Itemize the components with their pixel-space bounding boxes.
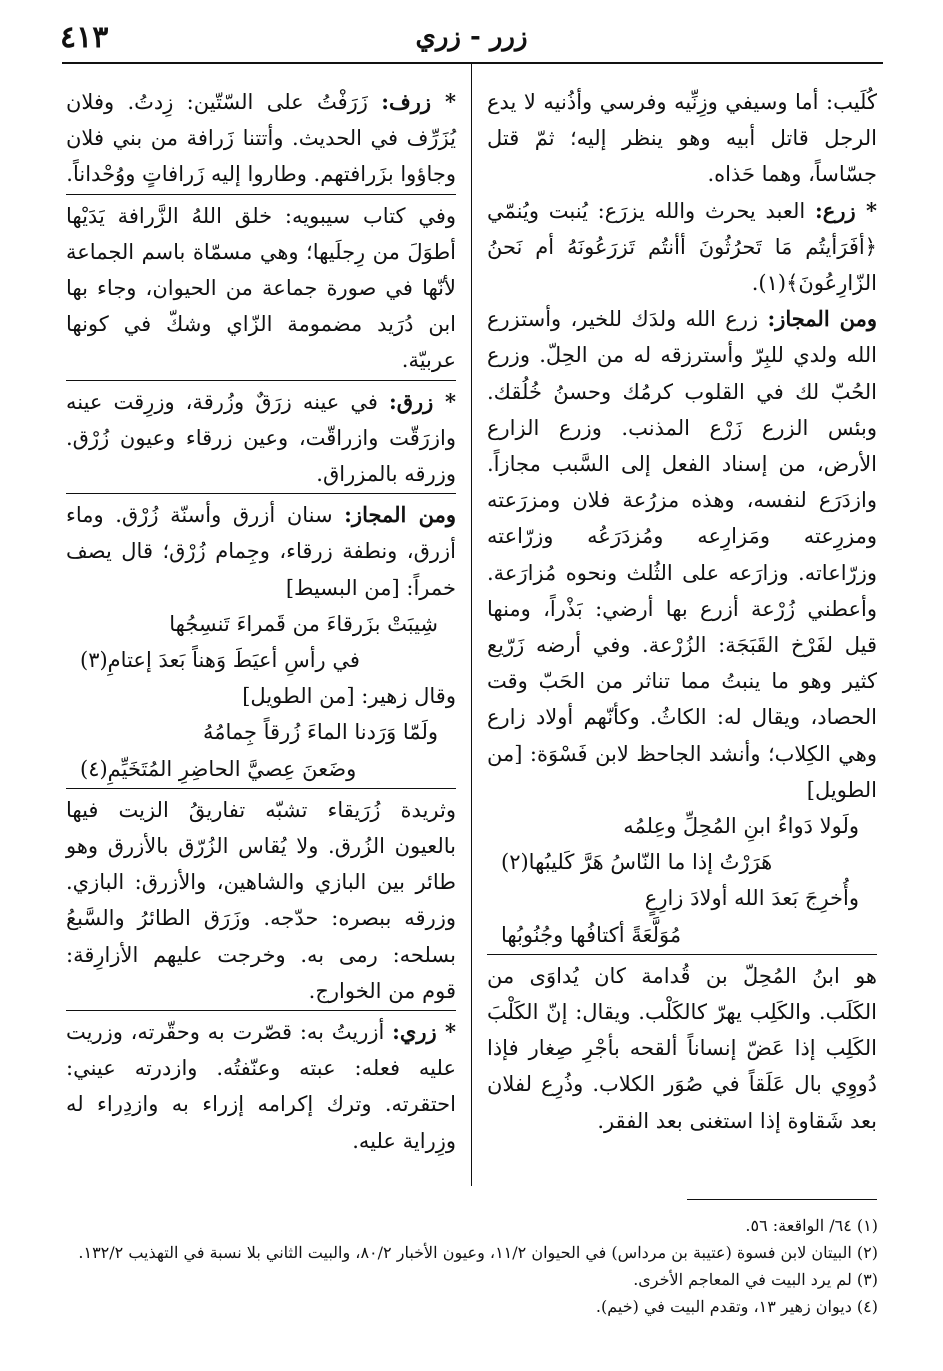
entry-zaraq xyxy=(66,384,456,493)
entry-continuation: كُلَيب: أما وسيفي وزِنِّيه وفرسي وأذُنيه لا يدع الرجل قاتل أبيه وهو ينظر إليه؛ ثمّ قتل جسّاساً، وهما حَذاه. xyxy=(487,90,877,187)
entry-zari xyxy=(66,1014,456,1159)
footnote-rule xyxy=(687,1199,877,1200)
running-head: زرر - زري xyxy=(415,22,528,52)
footnote: (٤) ديوان زهير ١٣، وتقدم البيت في (خيم). xyxy=(595,1297,878,1316)
entry-continuation-2: هو ابنُ المُحِلّ بن قُدامة كان يُداوَى من الكَلَب. والكَلِب يهرّ كالكَلْب. ويقال: إنّ الكَلْبَ الكَلِب إذا عَضّ إنساناً ألقحه بأجْرِ صِغار فإذا دُووِي بال عَلَقاً في صُوَر الكلاب. وذُرِع لفلان بعد شَقاوة إذا استغنى بعد الفقر. xyxy=(487,963,877,1133)
majaz-label: ومن المجاز: xyxy=(344,502,456,528)
footnote: (١) ٦٤/ الواقعة: ٥٦. xyxy=(745,1216,878,1235)
headword-zaraq: * زرق: xyxy=(388,388,456,414)
verse-line: وضَعنَ عِصيَّ الحاضِرِ المُتَخَيِّمِ(٤) xyxy=(80,756,357,781)
footnotes xyxy=(62,1212,878,1320)
section-rule xyxy=(66,493,456,494)
entry-zuraiqa: وثريدة زُرَيقاء تشبّه تفاريقُ الزيت فيها بالعيون الزُرق. ولا يُقاس الزُرّق بالأزرق وهو طائر بين البازي والشاهين، والأزرق: البازي. وزرقه ببصره: حدّجه. وزَرَق الطائرُ والسَّبعُ بسلحه: رمى به. وخرجت عليهم الأزارِقة: قوم من الخوارج. xyxy=(66,797,456,1003)
entry-zaraq-body: في عينه زرَقٌ وزُرقة، وزرِقت عينه وازرَقّت وازراقّت، وعين زرقاء وعيون زُرْق. وزرقه بالمزراق. xyxy=(66,389,456,487)
entry-sibawayh: وفي كتاب سيبويه: خلق اللهُ الزَّرافة يَدَيْها أطوَلَ من رِجلَيها؛ وهي مسمّاة باسم الجماعة لأنّها في صورة جماعة من الحيوان، وجاء بها ابن دُرَيد مضمومة الزّاي وشكّ في كونها عربيّة. xyxy=(66,203,456,373)
verse-line: وأُخرِجَ بَعدَ الله أولادَ زارِعٍ xyxy=(644,886,859,911)
page-header xyxy=(60,18,883,62)
footnote: (٢) البيتان لابن فسوة (عتيبة بن مرداس) في الحيوان ١١/٢، وعيون الأخبار ٨٠/٢، والبيت الثاني بلا نسبة في التهذيب ١٣٢/٢. xyxy=(78,1243,878,1262)
section-rule xyxy=(66,194,456,195)
entry-zaraq-majaz xyxy=(66,497,456,606)
entry-zaraq-majaz-body: سنان أزرق وأسنّة زُرْق. وماء أزرق، ونطفة زرقاء، وجِمام زُرْق؛ قال يصف خمراً: [من البسيط] xyxy=(66,503,456,600)
entry-zarea-majaz xyxy=(487,301,877,808)
right-column xyxy=(487,84,877,1139)
page-number: ٤١٣ xyxy=(60,20,109,55)
zuhair-intro: وقال زهير: [من الطويل] xyxy=(242,684,456,709)
section-rule xyxy=(66,788,456,789)
verse-line: ولَمّا وَرَدنا الماءَ زُرقاً جِمامُهُ xyxy=(202,720,438,745)
verse-line: شِيبَتْ بزَرقاءَ من قَمراءَ تَنسِجُها xyxy=(169,611,438,636)
section-rule xyxy=(66,1010,456,1011)
entry-zarea-body: العبد يحرث والله يزرَع: يُنبت ويُنمّي ﴿أفَرَأيتُم مَا تَحرُثُونَ أأنتُم تَزرَعُونَهُ أم نَحنُ الزّارِعُونَ﴾(١). xyxy=(487,198,877,296)
headword-zarea: * زرع: xyxy=(815,197,877,223)
headword-zari: * زري: xyxy=(392,1019,456,1045)
left-column xyxy=(66,84,456,1159)
section-rule xyxy=(66,380,456,381)
entry-zaraf-body: زَرَفْتُ على السّتّين: زِدتُ. وفلان يُزَرِّف في الحديث. وأتتنا زَرافة من بني فلان وجاؤوا بزَرافتهم. وطاروا إليه زَرافاتٍ ووُحْداناً. xyxy=(66,90,456,187)
entry-zarea xyxy=(487,193,877,302)
verse-line: هَرَرْتُ إذا ما النّاسُ هَرَّ كَليبُها(٢) xyxy=(501,850,773,875)
column-divider xyxy=(471,64,472,1186)
entry-zaraf xyxy=(66,84,456,193)
verse-line: في رأسِ أعيَطَ وَهناً بَعدَ إعتامِ(٣) xyxy=(80,648,360,673)
section-rule xyxy=(487,954,877,955)
footnote: (٣) لم يرد البيت في المعاجم الأخرى. xyxy=(633,1270,878,1289)
headword-zaraf: * زرف: xyxy=(381,89,456,114)
entry-zarea-majaz-body: زرع الله ولدَك للخير، وأستزرع الله ولدي للبِرّ وأسترزقه له من الحِلّ. وزرع الحُبّ لك في القلوب كرمُك وحسنُ خُلُقك. وبئس الزرع زَرْع المذنب. وزرع الزارع الأرض، من إسناد الفعل إلى السَّبب مجازاً. وازدَرَع لنفسه، وهذه مزرُعة فلان ومزرَعته ومزرِعته ومَزارِعه ومُزدَرَعُه وزرّاعته وزرّاعاته. وزارَعه على الثُلث ونحوه مُزارَعة. وأعطني زُرْعة أزرع بها أرضي: بَذْراً، ومنها قيل لفَرْخ القَبَجَة: الزُرْعة. وفي أرضه زَرّيع كثير وهو ما ينبتُ مما تناثر من الحَبّ وقت الحصاد، ويقال له: الكاثُ. وكأنّهم أولاد زارع وهي الكِلاب؛ وأنشد الجاحظ لابن فَسْوَة: [من الطويل] xyxy=(487,307,877,802)
verse-line: ولَولا دَواءُ ابنِ المُحِلِّ وعِلمُه xyxy=(623,814,859,839)
verse-line: مُوَلَّعَةً أكتافُها وجُنُوبُها xyxy=(501,922,682,947)
header-rule xyxy=(62,62,883,64)
majaz-label: ومن المجاز: xyxy=(767,306,877,332)
entry-zari-body: أزريتُ به: قصّرت به وحقّرته، وزريت عليه فعله: عبته وعنّفتُه. وازدرته عيني: احتقرته. وترك إكرامه إزراء به وازدِراء له وزِراية عليه. xyxy=(66,1020,456,1153)
